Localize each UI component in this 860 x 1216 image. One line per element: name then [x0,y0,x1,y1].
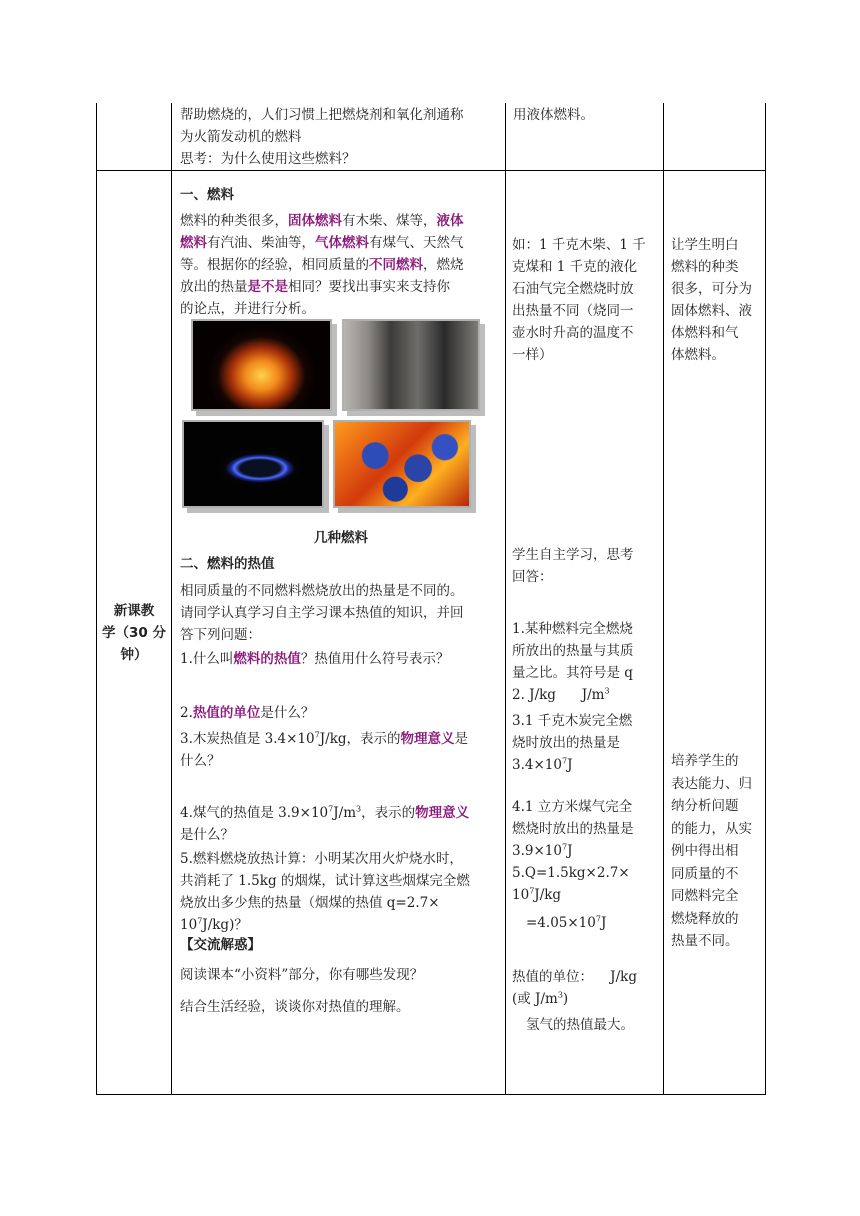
section-label-line: 学（30 分 [102,625,166,641]
fuel-paragraph [180,210,502,320]
gas-burner-photo [182,420,324,508]
heat-value-intro [180,580,502,646]
boiler-room-photo [342,319,480,411]
para-line: 的论点，并进行分析。 [180,301,315,317]
row-divider [96,170,766,171]
discussion-heading [180,934,261,956]
term-liquid-fuel: 液体 [436,213,464,229]
campfire-photo [191,319,332,411]
para-line: 燃料的种类很多，固体燃料有木柴、煤等，液体 [180,213,464,229]
term-different-fuel: 不同燃料 [369,257,423,273]
question-2: 2.热值的单位是什么？ [180,705,315,721]
answer-4: 4.1 立方米煤气完全 燃烧时放出的热量是 $3.9\times 10^7J$ [512,799,634,859]
term-heat-value-unit: 热值的单位 [192,705,261,721]
para-line: 放出的热量是不是相同？要找出事实来支持你 [180,279,450,295]
para-line: 燃料有汽油、柴油等，气体燃料有煤气、天然气 [180,235,464,251]
answer-5: 5.Q=1.5kg×2.7× $10^7J/kg$ $=4.05\times 10^7J$ [512,865,630,931]
term-heat-value: 燃料的热值 [233,651,301,667]
answer-1: 1.某种燃料完全燃烧 所放出的热量与其质 量之比。其符号是 q [512,621,634,681]
intro-line: 答下列问题： [180,627,261,643]
heat-value-unit-answer: 热值的单位： J/kg (或 $J/m^3$) [512,969,637,1007]
photo-caption [180,527,502,549]
caption-text: 几种燃料 [314,530,368,546]
intent-2: 培养学生的 表达能力、归 纳分析问题 的能力，从实 例中得出相 同质量的不 同燃料完全 燃烧释放的 热量不同。 [671,753,752,949]
hydrogen-note: 氢气的热值最大。 [526,1017,634,1033]
student-example: 如：1 千克木柴、1 千 克煤和 1 千克的液化 石油气完全燃烧时放 出热量不同（烧同一 壶水时升高的温度不 一样） [512,237,646,363]
section-label-line: 新课教 [113,603,155,619]
question-5: 5.燃料燃烧放热计算：小明某次用火炉烧水时， 共消耗了 1.5kg 的烟煤，试计算这些烟煤完全燃 烧放出多少焦的热量（烟煤的热值 q=2.7× $10^7J/kg$)？ [180,851,470,933]
table-border-left [96,103,97,1095]
burning-coal-photo [333,420,471,508]
table-divider-1 [171,103,172,1095]
intent-1: 让学生明白 燃料的种类 很多，可分为 固体燃料、液 体燃料和气 体燃料。 [671,237,752,363]
term-physical-meaning-2: 物理意义 [415,805,470,821]
term-is-not: 是不是 [247,279,288,295]
row1-line: 帮助燃烧的，人们习惯上把燃烧剂和氧化剂通称 [180,107,464,123]
row1-student-text: 用液体燃料。 [513,107,594,123]
table-border-bottom [96,1094,766,1095]
student-self-study: 学生自主学习，思考 回答： [512,547,634,585]
row1-student [513,104,661,126]
section-label [98,600,170,666]
answer-3: 3.1 千克木炭完全燃 烧时放出的热量是 $3.4\times 10^7J$ [512,713,633,773]
intro-line: 请同学认真学习自主学习课本热值的知识，并回 [180,605,464,621]
question-1: 1.什么叫燃料的热值？热值用什么符号表示？ [180,651,450,667]
table-divider-3 [663,103,664,1095]
discussion-p1: 阅读课本“小资料”部分，你有哪些发现？ [180,967,424,983]
question-4: 4.煤气的热值是 $3.9\times 10^7J/m^3$，表示的物理意义 是什么？ [180,804,470,843]
discussion-p2: 结合生活经验，谈谈你对热值的理解。 [180,999,410,1015]
term-solid-fuel: 固体燃料 [288,213,342,229]
table-divider-2 [505,103,506,1095]
content-heading-heat-value [180,553,275,575]
para-line: 等。根据你的经验，相同质量的不同燃料，燃烧 [180,257,464,273]
heading-discussion: 【交流解惑】 [180,937,261,953]
answer-2: 2. J/kg $J/m^3$ [512,686,610,703]
question-3: 3.木炭热值是 $3.4\times 10^7J/kg$，表示的物理意义是 什么？ [180,730,469,769]
table-border-right [765,103,766,1095]
term-gas-fuel: 气体燃料 [315,235,369,251]
intro-line: 相同质量的不同燃料燃烧放出的热量是不同的。 [180,583,464,599]
section-label-line: 钟） [120,647,148,663]
row1-content [180,104,502,170]
term-physical-meaning: 物理意义 [400,731,455,747]
row1-line: 思考：为什么使用这些燃料？ [180,151,356,167]
content-heading-fuel [180,184,234,206]
row1-line: 为火箭发动机的燃料 [180,129,302,145]
heading-fuel: 一、燃料 [180,187,234,203]
heading-heat-value: 二、燃料的热值 [180,556,275,572]
